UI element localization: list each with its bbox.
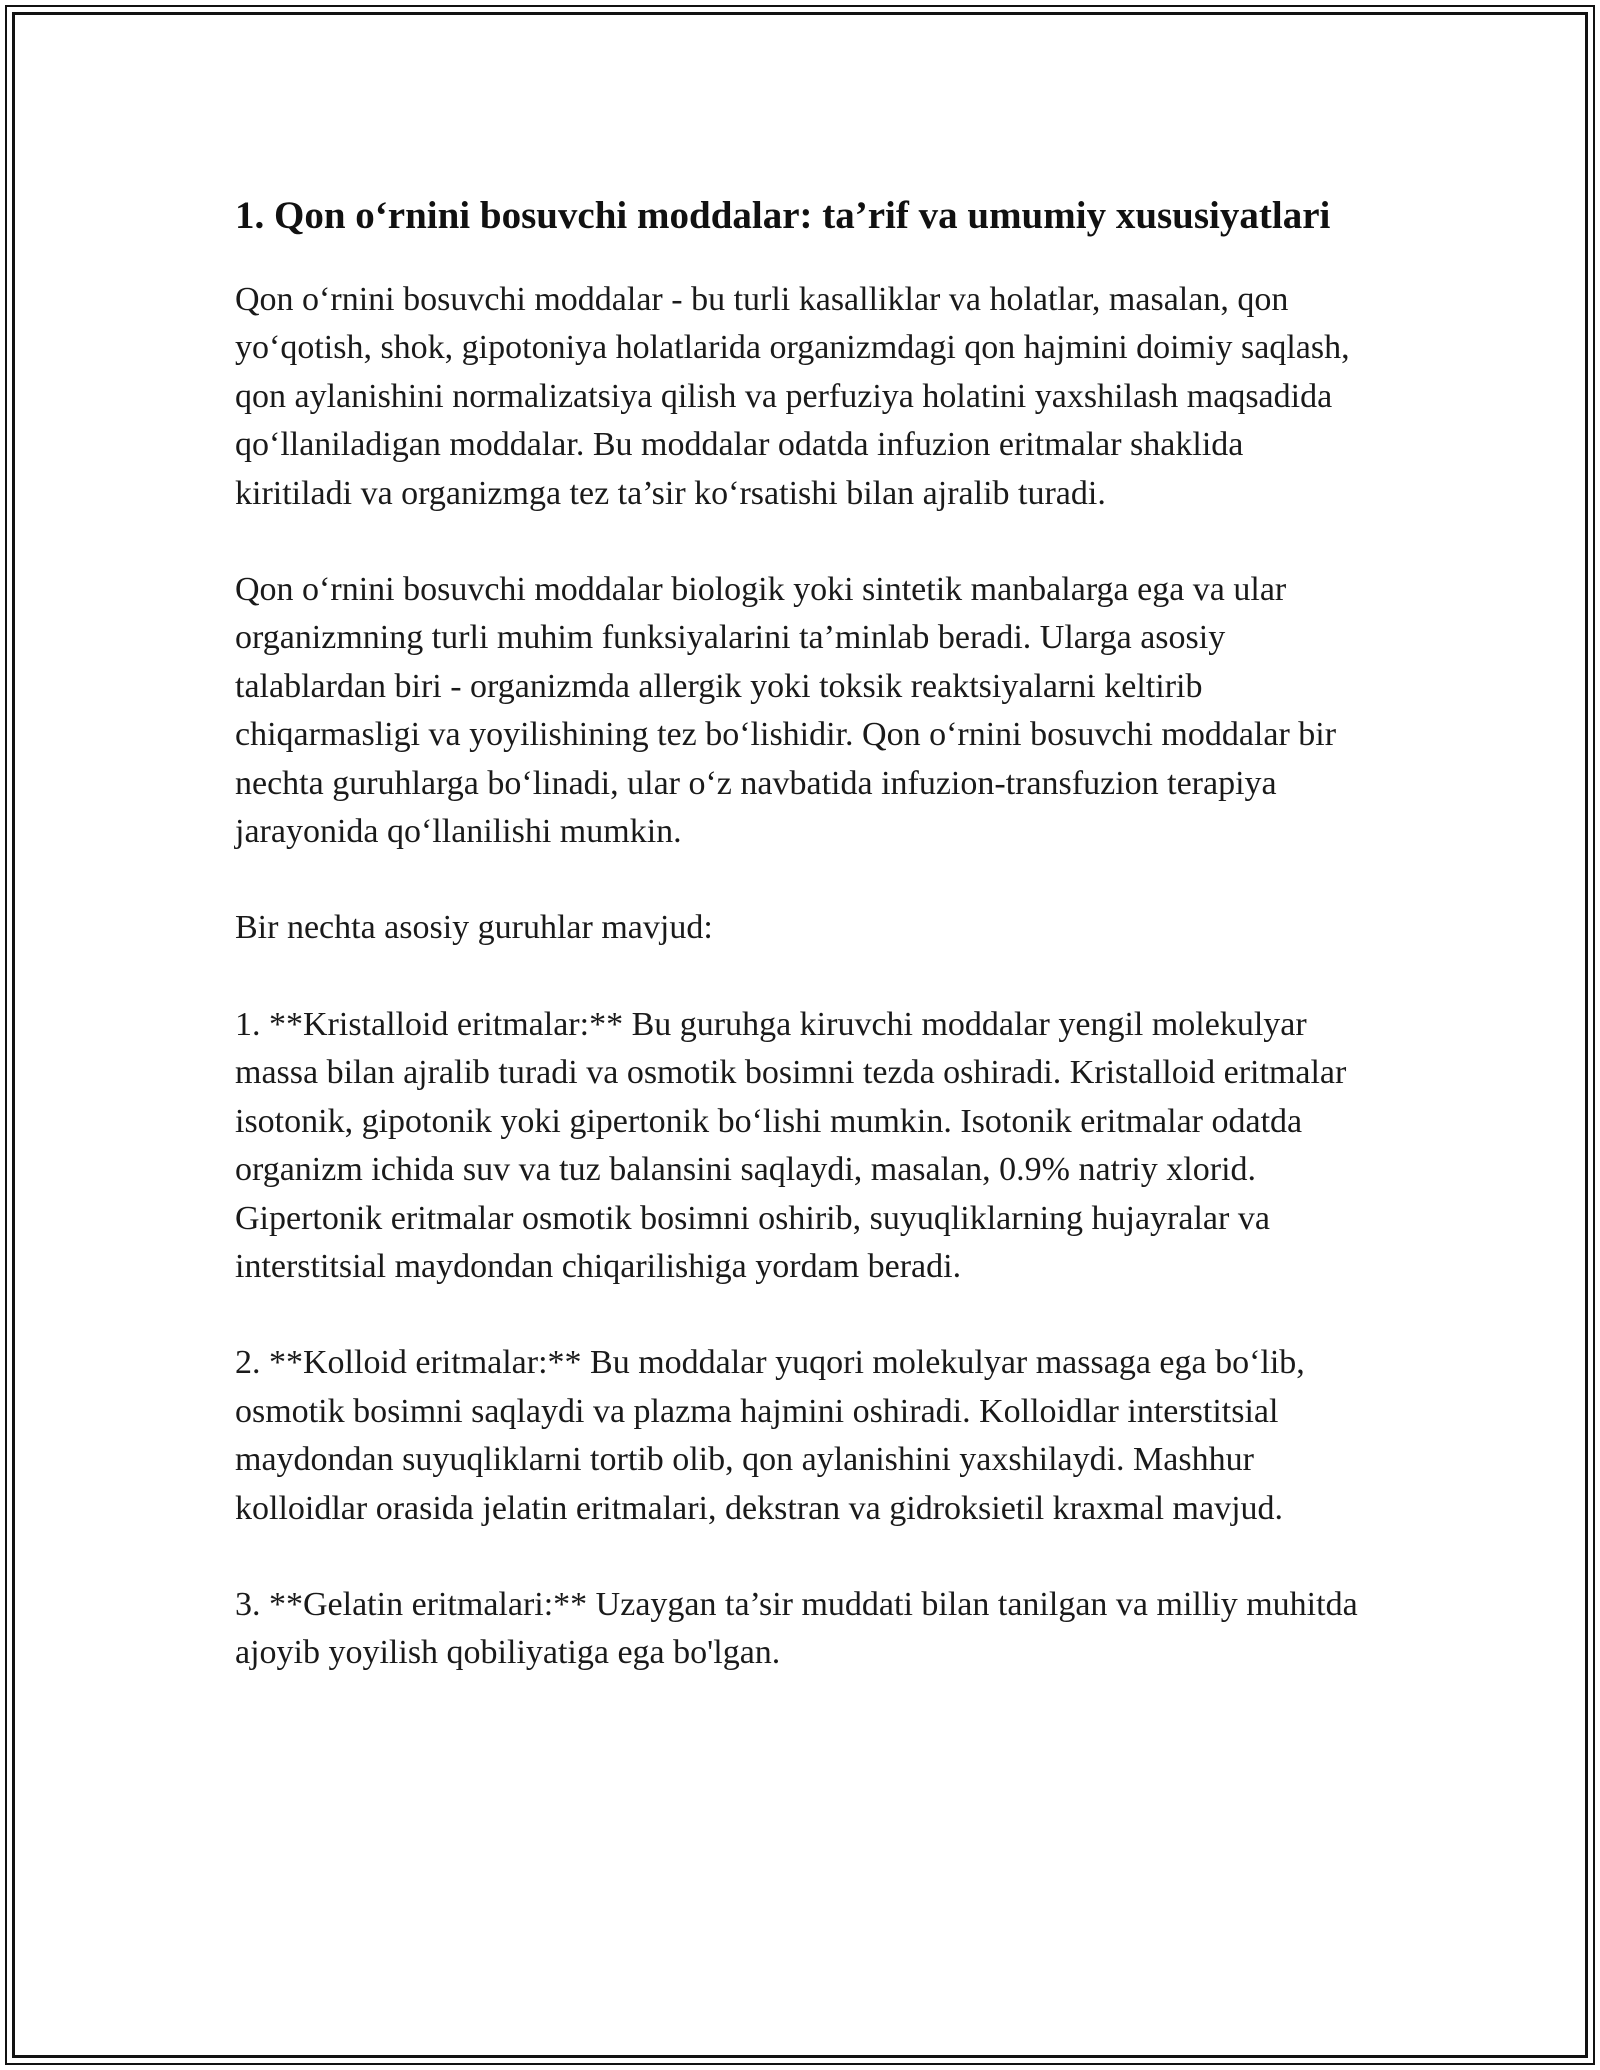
list-item-gelatin: 3. **Gelatin eritmalari:** Uzaygan ta’sir muddati bilan tanilgan va milliy muhitda ajoyib yoyilish qobiliyatiga ega bo'lgan. — [235, 1585, 1358, 1672]
paragraph-properties: Qon o‘rnini bosuvchi moddalar biologik yoki sintetik manbalarga ega va ular organizmning turli muhim funksiyalarini ta’minlab beradi. Ularga asosiy talablardan biri - organizmda allergik yoki toksik reaktsiyalarni keltirib chiqarmasligi va yoyilishining tez bo‘lishidir. Qon o‘rnini bosuvchi moddalar bir nechta guruhlarga bo‘linadi, ular o‘z navbatida infuzion-transfuzion terapiya jarayonida qo‘llanilishi mumkin. — [235, 571, 1337, 851]
paragraph-groups-intro: Bir nechta asosiy guruhlar mavjud: — [235, 909, 713, 947]
document-body — [235, 188, 1365, 1678]
paragraph-definition: Qon o‘rnini bosuvchi moddalar - bu turli kasalliklar va holatlar, masalan, qon yo‘qotish, shok, gipotoniya holatlarida organizmdagi qon hajmini doimiy saqlash, qon aylanishini normalizatsiya qilish va perfuziya holatini yaxshilash maqsadida qo‘llaniladigan moddalar. Bu moddalar odatda infuzion eritmalar shaklida kiritiladi va organizmga tez ta’sir ko‘rsatishi bilan ajralib turadi. — [235, 281, 1350, 512]
list-item-crystalloid: 1. **Kristalloid eritmalar:** Bu guruhga kiruvchi moddalar yengil molekulyar massa bilan ajralib turadi va osmotik bosimni tezda oshiradi. Kristalloid eritmalar isotonik, gipotonik yoki gipertonik bo‘lishi mumkin. Isotonik eritmalar odatda organizm ichida suv va tuz balansini saqlaydi, masalan, 0.9% natriy xlorid. Gipertonik eritmalar osmotik bosimni oshirib, suyuqliklarning hujayralar va interstitsial maydondan chiqarilishiga yordam beradi. — [235, 1005, 1347, 1285]
list-item-colloid: 2. **Kolloid eritmalar:** Bu moddalar yuqori molekulyar massaga ega bo‘lib, osmotik bosimni saqlaydi va plazma hajmini oshiradi. Kolloidlar interstitsial maydondan suyuqliklarni tortib olib, qon aylanishini yaxshilaydi. Mashhur kolloidlar orasida jelatin eritmalari, dekstran va gidroksietil kraxmal mavjud. — [235, 1344, 1305, 1527]
section-heading: 1. Qon o‘rnini bosuvchi moddalar: ta’rif va umumiy xususiyatlari — [235, 194, 1331, 237]
